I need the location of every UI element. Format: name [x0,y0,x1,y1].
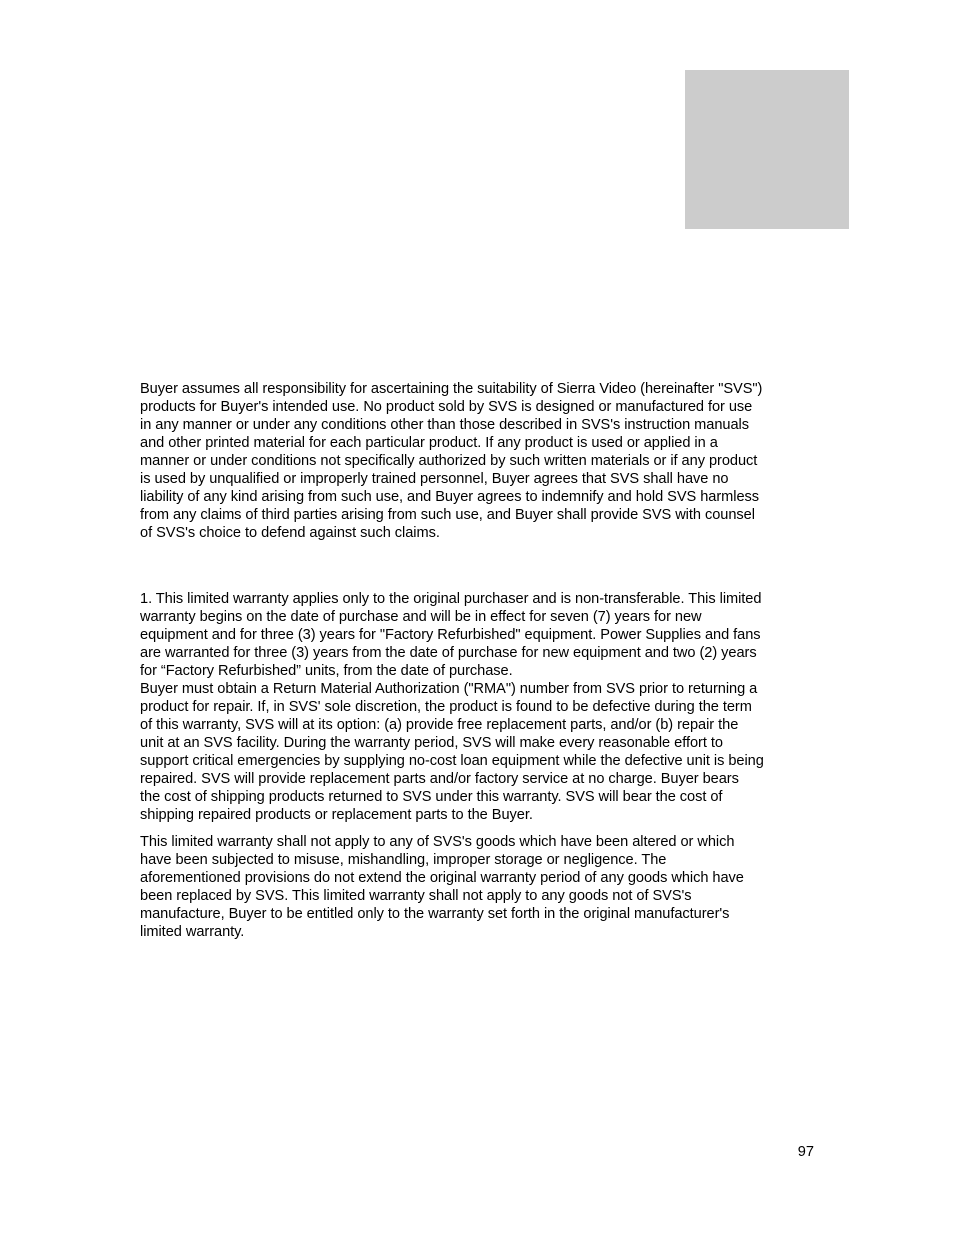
chapter-tab-block [685,70,849,229]
paragraph-rma-repair: Buyer must obtain a Return Material Authorization ("RMA") number from SVS prior to returning a product for repair. If, in SVS' sole discretion, the product is found to be defective during the term of this warranty, SVS will at its option: (a) provide free replacement parts, and/or (b) repair the unit at an SVS facility. During the warranty period, SVS will make every reasonable effort to support critical emergencies by supplying no-cost loan equipment while the defective unit is being repaired. SVS will provide replacement parts and/or factory service at no charge. Buyer bears the cost of shipping products returned to SVS under this warranty. SVS will bear the cost of shipping repaired products or replacement parts to the Buyer. [140,681,764,823]
paragraph-warranty-exclusions: This limited warranty shall not apply to any of SVS's goods which have been altered or which have been subjected to misuse, mishandling, improper storage or negligence. The aforementioned provisions do not extend the original warranty period of any goods which have been replaced by SVS. This limited warranty shall not apply to any goods not of SVS's manufacture, Buyer to be entitled only to the warranty set forth in the original manufacturer's limited warranty. [140,834,744,940]
paragraph-warranty-terms: 1. This limited warranty applies only to the original purchaser and is non-transferable. This limited warranty begins on the date of purchase and will be in effect for seven (7) years for new equipment and for three (3) years for "Factory Refurbished" equipment. Power Supplies and fans are warranted for three (3) years from the date of purchase for new equipment and two (2) years for “Factory Refurbished” units, from the date of purchase. [140,591,762,679]
paragraph-buyer-responsibility: Buyer assumes all responsibility for ascertaining the suitability of Sierra Video (hereinafter "SVS") products for Buyer's intended use. No product sold by SVS is designed or manufactured for use in any manner or under any conditions other than those described in SVS's instruction manuals and other printed material for each particular product. If any product is used or applied in a manner or under conditions not specifically authorized by such written materials or if any product is used by unqualified or improperly trained personnel, Buyer agrees that SVS shall have no liability of any kind arising from such use, and Buyer agrees to indemnify and hold SVS harmless from any claims of third parties arising from such use, and Buyer shall provide SVS with counsel of SVS's choice to defend against such claims. [140,381,763,541]
page-number: 97 [797,1144,814,1160]
